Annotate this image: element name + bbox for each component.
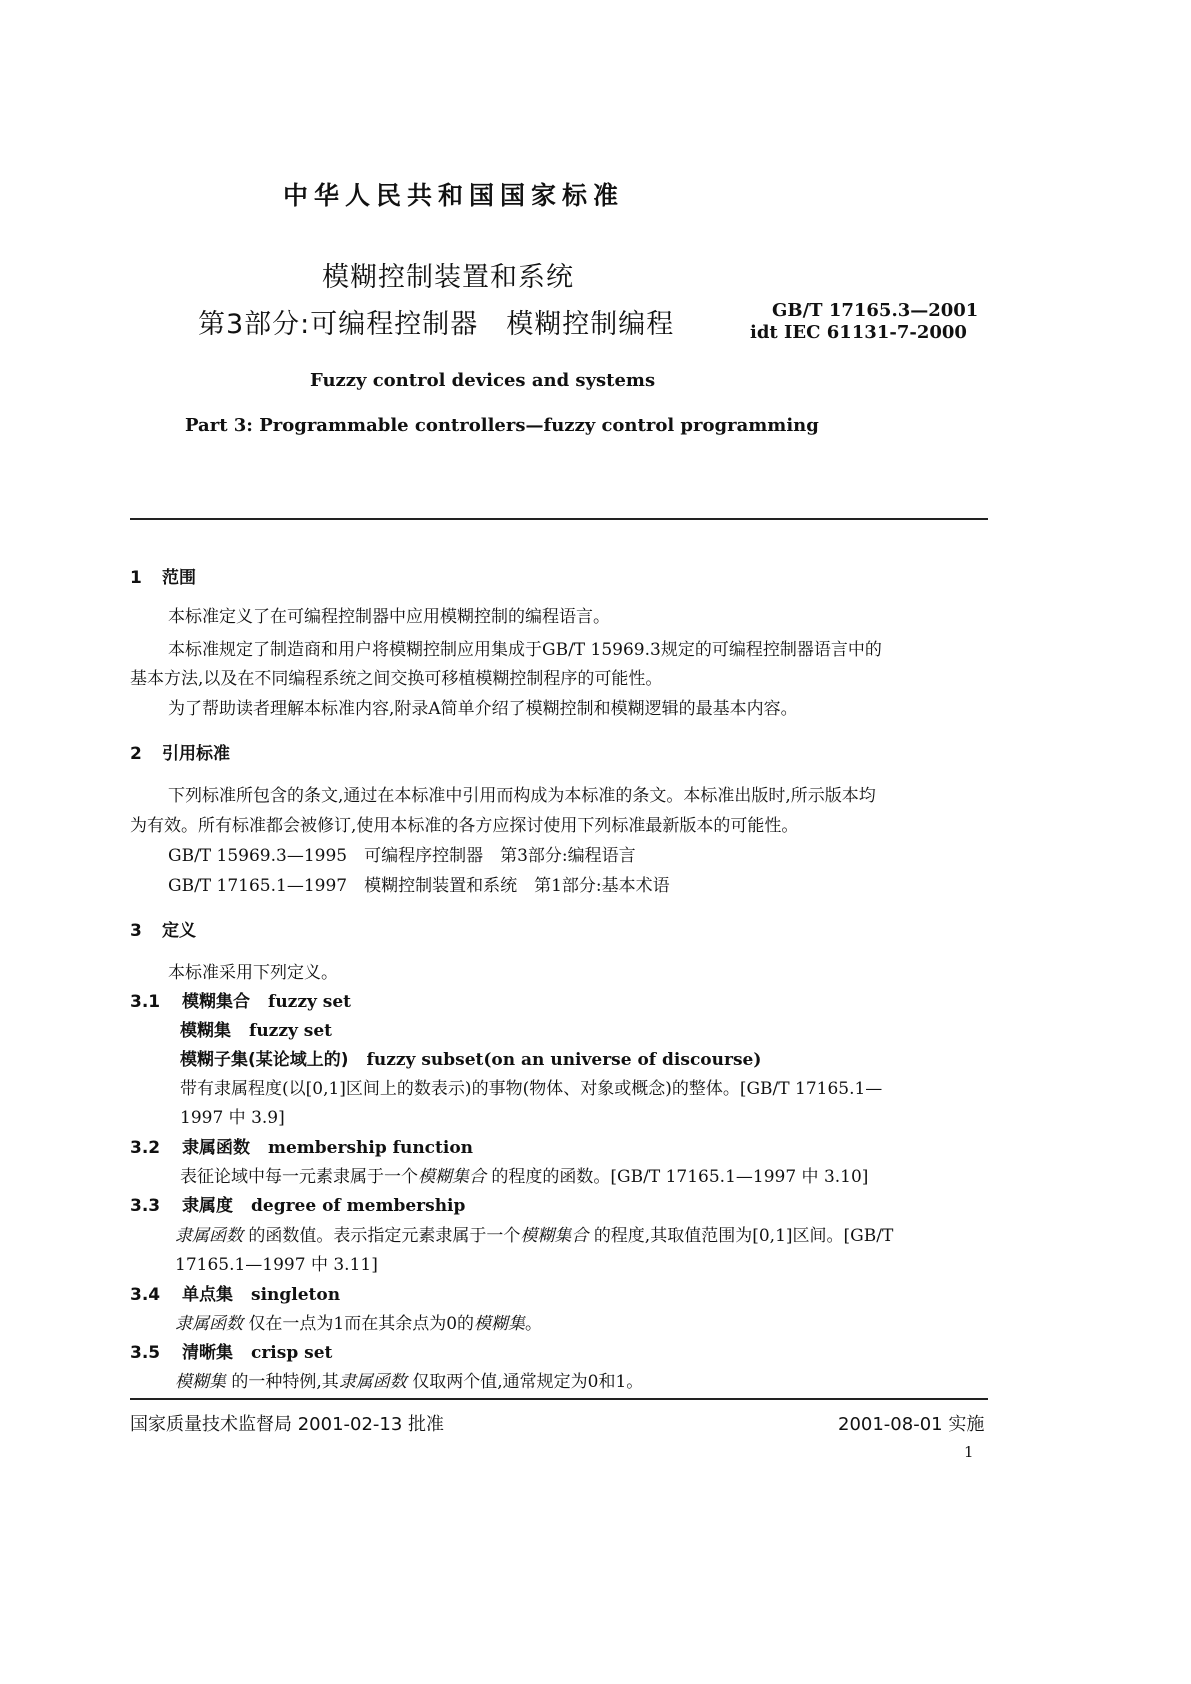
footer-divider: [130, 1398, 988, 1400]
definition-text-continued: 1997 中 3.9]: [180, 1108, 285, 1128]
term-en: crisp set: [251, 1343, 333, 1363]
paragraph: 下列标准所包含的条文,通过在本标准中引用而构成为本标准的条文。本标准出版时,所示版本均: [168, 786, 876, 806]
definition-text-part: 表征论域中每一元素隶属于一个: [180, 1167, 418, 1187]
term-en: degree of membership: [251, 1196, 466, 1216]
section-2-heading: [130, 739, 230, 764]
section-title: 引用标准: [162, 744, 230, 764]
effective-date: 2001-08-01 实施: [838, 1414, 985, 1435]
title-line-2: 第3部分:可编程控制器 模糊控制编程: [198, 309, 675, 340]
reference-item: GB/T 15969.3—1995 可编程序控制器 第3部分:编程语言: [168, 846, 636, 866]
standard-code: GB/T 17165.3—2001: [772, 300, 979, 321]
term-en: fuzzy set: [249, 1021, 333, 1041]
term-zh: 模糊子集(某论域上的): [180, 1050, 349, 1070]
national-standard-heading: 中华人民共和国国家标准: [283, 181, 625, 210]
section-title: 范围: [162, 568, 196, 588]
definition-text-part: 仅在一点为1而在其余点为0的: [248, 1314, 475, 1334]
cross-reference: 隶属函数: [175, 1314, 243, 1334]
section-title: 定义: [162, 921, 196, 941]
idt-code: idt IEC 61131-7-2000: [750, 322, 967, 343]
term-en: membership function: [268, 1138, 474, 1158]
cross-reference: 模糊集合: [418, 1167, 486, 1187]
term-zh: 隶属函数: [182, 1138, 250, 1158]
definition-3-4-term: [130, 1280, 340, 1305]
cross-reference: 隶属函数: [338, 1372, 407, 1392]
paragraph: 为了帮助读者理解本标准内容,附录A简单介绍了模糊控制和模糊逻辑的最基本内容。: [168, 699, 798, 719]
definition-text: [175, 1309, 542, 1334]
section-number: 2: [130, 744, 142, 764]
section-1-heading: [130, 563, 196, 588]
cross-reference: 隶属函数: [175, 1226, 243, 1246]
definition-3-2-term: [130, 1133, 473, 1158]
definition-text-part: 的一种特例,其: [231, 1372, 339, 1392]
term-zh: 清晰集: [182, 1343, 233, 1363]
definition-number: 3.1: [130, 992, 161, 1012]
definition-number: 3.3: [130, 1196, 161, 1216]
cross-reference: 模糊集: [474, 1314, 526, 1334]
section-number: 3: [130, 921, 142, 941]
reference-item: GB/T 17165.1—1997 模糊控制装置和系统 第1部分:基本术语: [168, 876, 670, 896]
definition-3-5-term: [130, 1338, 332, 1363]
paragraph-continued: 为有效。所有标准都会被修订,使用本标准的各方应探讨使用下列标准最新版本的可能性。: [130, 816, 799, 836]
definition-number: 3.4: [130, 1285, 161, 1305]
page-number: 1: [964, 1443, 974, 1461]
term-zh: 隶属度: [182, 1196, 233, 1216]
term-en: singleton: [251, 1285, 341, 1305]
definition-3-1-synonym-2: [180, 1045, 761, 1070]
english-title-1: Fuzzy control devices and systems: [310, 370, 656, 391]
title-line-1: 模糊控制装置和系统: [322, 262, 574, 293]
paragraph: 本标准采用下列定义。: [168, 963, 338, 983]
definition-text: [175, 1221, 893, 1246]
definition-text: [175, 1367, 643, 1392]
approval-text: 国家质量技术监督局 2001-02-13 批准: [130, 1414, 445, 1435]
cross-reference: 模糊集合: [520, 1226, 589, 1246]
definition-text-part: 的程度,其取值范围为[0,1]区间。[GB/T: [593, 1226, 894, 1246]
definition-3-1-term: [130, 987, 351, 1012]
definition-text: 带有隶属程度(以[0,1]区间上的数表示)的事物(物体、对象或概念)的整体。[GB/T 17165.1—: [180, 1079, 883, 1099]
definition-text-continued: 17165.1—1997 中 3.11]: [175, 1255, 378, 1275]
english-title-2: Part 3: Programmable controllers—fuzzy control programming: [185, 415, 819, 436]
paragraph: 本标准规定了制造商和用户将模糊控制应用集成于GB/T 15969.3规定的可编程控制器语言中的: [168, 640, 882, 660]
definition-text: [180, 1162, 868, 1187]
definition-3-1-synonym-1: [180, 1016, 332, 1041]
definition-number: 3.2: [130, 1138, 161, 1158]
term-zh: 模糊集合: [182, 992, 250, 1012]
section-3-heading: [130, 916, 196, 941]
cross-reference: 模糊集: [175, 1372, 226, 1392]
term-en: fuzzy subset(on an universe of discourse): [366, 1050, 762, 1070]
definition-text-part: 。: [525, 1314, 543, 1334]
paragraph: 本标准定义了在可编程控制器中应用模糊控制的编程语言。: [168, 607, 610, 627]
definition-text-part: 的函数值。表示指定元素隶属于一个: [248, 1226, 521, 1246]
section-number: 1: [130, 568, 142, 588]
definition-3-3-term: [130, 1191, 465, 1216]
header-divider: [130, 518, 988, 520]
paragraph-continued: 基本方法,以及在不同编程系统之间交换可移植模糊控制程序的可能性。: [130, 669, 663, 689]
definition-text-part: 仅取两个值,通常规定为0和1。: [412, 1372, 644, 1392]
term-zh: 模糊集: [180, 1021, 231, 1041]
definition-text-part: 的程度的函数。[GB/T 17165.1—1997 中 3.10]: [491, 1167, 869, 1187]
term-zh: 单点集: [182, 1285, 233, 1305]
definition-number: 3.5: [130, 1343, 161, 1363]
term-en: fuzzy set: [268, 992, 352, 1012]
